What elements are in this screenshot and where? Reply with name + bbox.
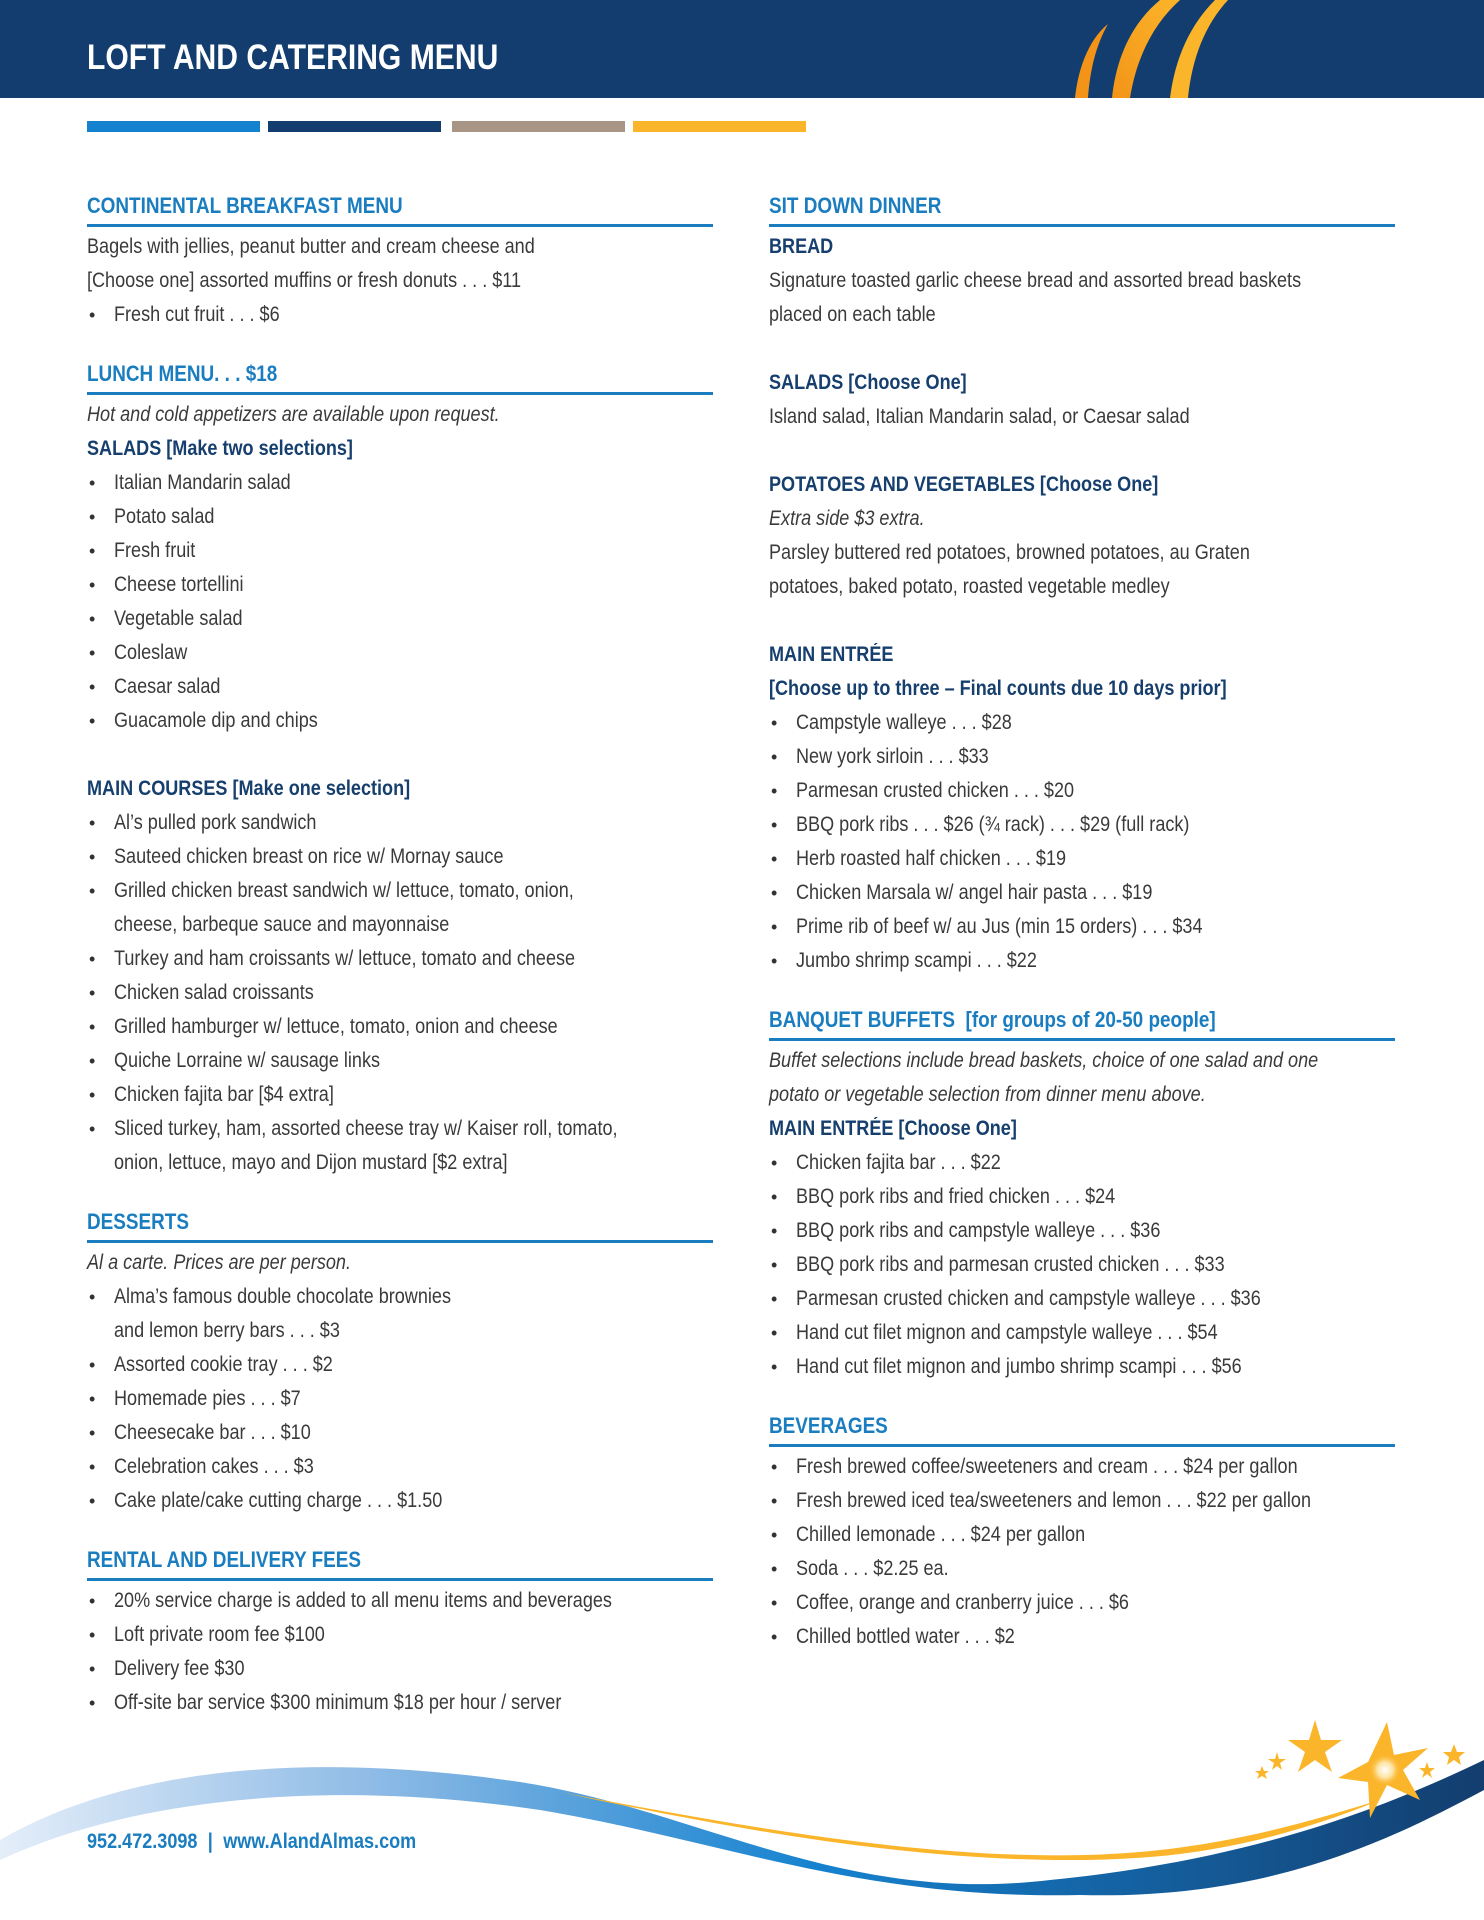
list-item-text: BBQ pork ribs and fried chicken . . . $24 bbox=[796, 1185, 1116, 1208]
list-item-text: and lemon berry bars . . . $3 bbox=[114, 1319, 340, 1342]
menu-text: Parsley buttered red potatoes, browned potatoes, au Graten bbox=[769, 541, 1250, 564]
color-stripes bbox=[87, 121, 807, 132]
section-note: potato or vegetable selection from dinner menu above. bbox=[769, 1083, 1206, 1106]
list-item-text: cheese, barbeque sauce and mayonnaise bbox=[114, 913, 450, 936]
bullet-icon: • bbox=[89, 813, 96, 833]
section-divider bbox=[769, 1038, 1395, 1041]
bullet-icon: • bbox=[89, 643, 96, 663]
list-item-text: Hand cut filet mignon and campstyle walleye . . . $54 bbox=[796, 1321, 1218, 1344]
section-note: Extra side $3 extra. bbox=[769, 507, 925, 530]
list-item-text: Potato salad bbox=[114, 505, 215, 528]
list-item-text: Parmesan crusted chicken and campstyle walleye . . . $36 bbox=[796, 1287, 1261, 1310]
list-item bbox=[769, 842, 1395, 876]
section-title: LUNCH MENU. . . $18 bbox=[87, 361, 278, 386]
section-title: CONTINENTAL BREAKFAST MENU bbox=[87, 193, 403, 218]
bullet-icon: • bbox=[771, 1593, 778, 1613]
list-item-text: BBQ pork ribs . . . $26 (¾ rack) . . . $29 (full rack) bbox=[796, 813, 1190, 836]
list-item-text: Cake plate/cake cutting charge . . . $1.50 bbox=[114, 1489, 443, 1512]
page-title: LOFT AND CATERING MENU bbox=[87, 38, 499, 77]
beverages-list bbox=[769, 1450, 1395, 1654]
bullet-icon: • bbox=[89, 609, 96, 629]
list-item bbox=[87, 602, 713, 636]
list-item-text: Chicken Marsala w/ angel hair pasta . . . $19 bbox=[796, 881, 1153, 904]
star-icon bbox=[1443, 1744, 1465, 1765]
bullet-icon: • bbox=[771, 1289, 778, 1309]
bullet-icon: • bbox=[89, 541, 96, 561]
section-title: DESSERTS bbox=[87, 1209, 189, 1234]
list-item-text: Vegetable salad bbox=[114, 607, 243, 630]
list-item bbox=[87, 1416, 713, 1450]
header-banner bbox=[0, 0, 1484, 98]
stripe-taupe bbox=[452, 121, 625, 132]
list-item-text: Quiche Lorraine w/ sausage links bbox=[114, 1049, 381, 1072]
list-item bbox=[87, 1078, 713, 1112]
bullet-icon: • bbox=[89, 1693, 96, 1713]
section-divider bbox=[769, 1444, 1395, 1447]
section-title: RENTAL AND DELIVERY FEES bbox=[87, 1547, 362, 1572]
bullet-icon: • bbox=[771, 849, 778, 869]
bullet-icon: • bbox=[89, 1659, 96, 1679]
bullet-icon: • bbox=[89, 983, 96, 1003]
menu-text: Bagels with jellies, peanut butter and cream cheese and bbox=[87, 235, 535, 258]
bullet-icon: • bbox=[771, 1357, 778, 1377]
list-item bbox=[87, 704, 713, 738]
bullet-icon: • bbox=[771, 815, 778, 835]
list-item bbox=[769, 1350, 1395, 1384]
subsection-title: MAIN COURSES [Make one selection] bbox=[87, 777, 411, 800]
bullet-icon: • bbox=[89, 677, 96, 697]
list-item-text: New york sirloin . . . $33 bbox=[796, 745, 989, 768]
list-item bbox=[87, 636, 713, 670]
star-icon bbox=[1255, 1766, 1269, 1779]
list-item bbox=[87, 466, 713, 500]
bullet-icon: • bbox=[89, 1457, 96, 1477]
buffet-items-list bbox=[769, 1146, 1395, 1384]
list-item bbox=[87, 670, 713, 704]
bullet-icon: • bbox=[89, 1017, 96, 1037]
list-item bbox=[769, 1180, 1395, 1214]
list-item bbox=[769, 706, 1395, 740]
list-item bbox=[769, 1282, 1395, 1316]
list-item-text: Campstyle walleye . . . $28 bbox=[796, 711, 1012, 734]
bullet-icon: • bbox=[89, 881, 96, 901]
list-item-text: Sliced turkey, ham, assorted cheese tray w/ Kaiser roll, tomato, bbox=[114, 1117, 618, 1140]
left-column bbox=[87, 192, 713, 1748]
star-icon bbox=[1268, 1752, 1286, 1770]
list-item-text: Chicken fajita bar . . . $22 bbox=[796, 1151, 1001, 1174]
continental-breakfast-section bbox=[87, 192, 713, 332]
bullet-icon: • bbox=[771, 1457, 778, 1477]
menu-text: potatoes, baked potato, roasted vegetable medley bbox=[769, 575, 1170, 598]
dinner-entrees-list bbox=[769, 706, 1395, 978]
list-item bbox=[769, 1620, 1395, 1654]
subsection-title: POTATOES AND VEGETABLES [Choose One] bbox=[769, 473, 1159, 496]
desserts-list bbox=[87, 1280, 713, 1518]
list-item bbox=[769, 1484, 1395, 1518]
list-item bbox=[769, 1146, 1395, 1180]
phone-number[interactable]: 952.472.3098 bbox=[87, 1830, 198, 1853]
bullet-icon: • bbox=[771, 1153, 778, 1173]
list-item bbox=[87, 568, 713, 602]
list-item-text: Grilled hamburger w/ lettuce, tomato, onion and cheese bbox=[114, 1015, 558, 1038]
star-icon bbox=[1288, 1720, 1342, 1772]
list-item-text: Coffee, orange and cranberry juice . . . $6 bbox=[796, 1591, 1129, 1614]
footer-contact bbox=[87, 1829, 416, 1855]
list-item-text: Italian Mandarin salad bbox=[114, 471, 291, 494]
bullet-icon: • bbox=[89, 1119, 96, 1139]
bullet-icon: • bbox=[89, 711, 96, 731]
list-item: • Fresh cut fruit . . . $6 bbox=[87, 298, 713, 332]
list-item-text: onion, lettuce, mayo and Dijon mustard [$2 extra] bbox=[114, 1151, 508, 1174]
list-item-text: Chilled bottled water . . . $2 bbox=[796, 1625, 1015, 1648]
list-item-text: Grilled chicken breast sandwich w/ lettuce, tomato, onion, bbox=[114, 879, 574, 902]
bullet-icon: • bbox=[771, 1255, 778, 1275]
bullet-icon: • bbox=[89, 1625, 96, 1645]
list-item bbox=[87, 1010, 713, 1044]
bullet-icon: • bbox=[89, 1287, 96, 1307]
list-item-text: BBQ pork ribs and campstyle walleye . . . $36 bbox=[796, 1219, 1161, 1242]
continental-items bbox=[87, 298, 713, 332]
bullet-icon: • bbox=[89, 1051, 96, 1071]
bullet-icon: • bbox=[771, 1559, 778, 1579]
list-item-text: Hand cut filet mignon and jumbo shrimp scampi . . . $56 bbox=[796, 1355, 1242, 1378]
list-item-text: Assorted cookie tray . . . $2 bbox=[114, 1353, 333, 1376]
list-item-text: Delivery fee $30 bbox=[114, 1657, 245, 1680]
swoosh-icon bbox=[1030, 0, 1250, 98]
list-item bbox=[87, 1652, 713, 1686]
list-item bbox=[769, 910, 1395, 944]
section-divider bbox=[87, 1578, 713, 1581]
list-item-text: Coleslaw bbox=[114, 641, 188, 664]
list-item bbox=[769, 944, 1395, 978]
rental-fees-section bbox=[87, 1546, 713, 1720]
bullet-icon: • bbox=[771, 1187, 778, 1207]
bullet-icon: • bbox=[89, 305, 96, 325]
list-item-text: Fresh brewed iced tea/sweeteners and lemon . . . $22 per gallon bbox=[796, 1489, 1312, 1512]
list-item bbox=[87, 1382, 713, 1416]
section-divider bbox=[87, 392, 713, 395]
list-item bbox=[769, 1450, 1395, 1484]
list-item-text: Chicken fajita bar [$4 extra] bbox=[114, 1083, 334, 1106]
footer-wave-graphic bbox=[0, 1700, 1484, 1920]
list-item-text: Chilled lemonade . . . $24 per gallon bbox=[796, 1523, 1086, 1546]
list-item bbox=[769, 808, 1395, 842]
list-item bbox=[87, 806, 713, 840]
subsection-title: MAIN ENTRÉE bbox=[769, 643, 894, 666]
bullet-icon: • bbox=[771, 1525, 778, 1545]
sit-down-dinner-section bbox=[769, 192, 1395, 978]
bullet-icon: • bbox=[89, 1491, 96, 1511]
list-item-text: Cheesecake bar . . . $10 bbox=[114, 1421, 311, 1444]
list-item-text: Herb roasted half chicken . . . $19 bbox=[796, 847, 1067, 870]
list-item bbox=[769, 1518, 1395, 1552]
list-item-text: Fresh fruit bbox=[114, 539, 196, 562]
list-item bbox=[87, 1450, 713, 1484]
section-note: Hot and cold appetizers are available upon request. bbox=[87, 403, 500, 426]
list-item-text: 20% service charge is added to all menu items and beverages bbox=[114, 1589, 612, 1612]
section-divider bbox=[87, 224, 713, 227]
footer-separator: | bbox=[207, 1830, 213, 1853]
section-title: BANQUET BUFFETS [for groups of 20-50 people] bbox=[769, 1007, 1216, 1032]
bullet-icon: • bbox=[771, 781, 778, 801]
list-item bbox=[87, 1044, 713, 1078]
list-item-text: Cheese tortellini bbox=[114, 573, 244, 596]
list-item bbox=[87, 874, 713, 942]
banquet-buffets-section bbox=[769, 1006, 1395, 1384]
section-divider bbox=[769, 224, 1395, 227]
bullet-icon: • bbox=[89, 1085, 96, 1105]
lunch-salads-list bbox=[87, 466, 713, 738]
list-item bbox=[87, 1348, 713, 1382]
list-item-text: Al’s pulled pork sandwich bbox=[114, 811, 317, 834]
menu-text: Island salad, Italian Mandarin salad, or Caesar salad bbox=[769, 405, 1190, 428]
desserts-section bbox=[87, 1208, 713, 1518]
list-item-text: Celebration cakes . . . $3 bbox=[114, 1455, 314, 1478]
list-item-text: Homemade pies . . . $7 bbox=[114, 1387, 301, 1410]
list-item-text: Jumbo shrimp scampi . . . $22 bbox=[796, 949, 1037, 972]
list-item bbox=[769, 876, 1395, 910]
bullet-icon: • bbox=[89, 1355, 96, 1375]
lunch-mains-list bbox=[87, 806, 713, 1180]
bullet-icon: • bbox=[771, 883, 778, 903]
list-item bbox=[769, 740, 1395, 774]
list-item-text: Parmesan crusted chicken . . . $20 bbox=[796, 779, 1075, 802]
list-item-text: Guacamole dip and chips bbox=[114, 709, 318, 732]
list-item bbox=[87, 1484, 713, 1518]
list-item-text: Prime rib of beef w/ au Jus (min 15 orders) . . . $34 bbox=[796, 915, 1203, 938]
list-item-text: Loft private room fee $100 bbox=[114, 1623, 325, 1646]
list-item bbox=[87, 1280, 713, 1348]
list-item-text: Fresh brewed coffee/sweeteners and cream . . . $24 per gallon bbox=[796, 1455, 1298, 1478]
section-note: Buffet selections include bread baskets, choice of one salad and one bbox=[769, 1049, 1319, 1072]
bullet-icon: • bbox=[771, 917, 778, 937]
right-column bbox=[769, 192, 1395, 1682]
stripe-blue bbox=[87, 121, 260, 132]
menu-text: Signature toasted garlic cheese bread and assorted bread baskets bbox=[769, 269, 1302, 292]
list-item bbox=[87, 1618, 713, 1652]
list-item bbox=[87, 1584, 713, 1618]
bullet-icon: • bbox=[771, 951, 778, 971]
section-title: SIT DOWN DINNER bbox=[769, 193, 942, 218]
list-item bbox=[87, 942, 713, 976]
list-item-text: BBQ pork ribs and parmesan crusted chicken . . . $33 bbox=[796, 1253, 1225, 1276]
subsection-title: SALADS [Make two selections] bbox=[87, 437, 353, 460]
bullet-icon: • bbox=[89, 575, 96, 595]
list-item bbox=[769, 1552, 1395, 1586]
list-item-text: Alma’s famous double chocolate brownies bbox=[114, 1285, 451, 1308]
subsection-title: SALADS [Choose One] bbox=[769, 371, 967, 394]
section-note: Al a carte. Prices are per person. bbox=[87, 1251, 352, 1274]
list-item-text: Caesar salad bbox=[114, 675, 221, 698]
list-item-text: Soda . . . $2.25 ea. bbox=[796, 1557, 949, 1580]
list-item-text: Turkey and ham croissants w/ lettuce, tomato and cheese bbox=[114, 947, 576, 970]
bullet-icon: • bbox=[89, 949, 96, 969]
list-item bbox=[87, 534, 713, 568]
stripe-gold bbox=[633, 121, 806, 132]
list-item bbox=[769, 1214, 1395, 1248]
list-item bbox=[769, 1316, 1395, 1350]
website-link[interactable]: www.AlandAlmas.com bbox=[223, 1830, 417, 1853]
list-item bbox=[87, 976, 713, 1010]
menu-text: placed on each table bbox=[769, 303, 936, 326]
menu-text: [Choose one] assorted muffins or fresh donuts . . . $11 bbox=[87, 269, 522, 292]
lunch-menu-section bbox=[87, 360, 713, 1180]
bullet-icon: • bbox=[771, 1221, 778, 1241]
bullet-icon: • bbox=[771, 713, 778, 733]
bullet-icon: • bbox=[771, 1323, 778, 1343]
bullet-icon: • bbox=[771, 1491, 778, 1511]
bullet-icon: • bbox=[89, 507, 96, 527]
subsection-subtitle: [Choose up to three – Final counts due 10 days prior] bbox=[769, 677, 1227, 700]
section-title: BEVERAGES bbox=[769, 1413, 888, 1438]
bullet-icon: • bbox=[771, 747, 778, 767]
subsection-title: BREAD bbox=[769, 235, 834, 258]
bullet-icon: • bbox=[89, 847, 96, 867]
subsection-title: MAIN ENTRÉE [Choose One] bbox=[769, 1117, 1017, 1140]
bullet-icon: • bbox=[89, 1423, 96, 1443]
section-divider bbox=[87, 1240, 713, 1243]
list-item bbox=[87, 1112, 713, 1180]
list-item-text: Sauteed chicken breast on rice w/ Mornay sauce bbox=[114, 845, 504, 868]
bullet-icon: • bbox=[89, 1389, 96, 1409]
bullet-icon: • bbox=[771, 1627, 778, 1647]
list-item bbox=[769, 774, 1395, 808]
star-icon bbox=[1419, 1762, 1435, 1778]
beverages-section bbox=[769, 1412, 1395, 1654]
list-item bbox=[87, 500, 713, 534]
bullet-icon: • bbox=[89, 1591, 96, 1611]
list-item bbox=[769, 1586, 1395, 1620]
list-item-text: Chicken salad croissants bbox=[114, 981, 314, 1004]
list-item bbox=[87, 840, 713, 874]
stripe-navy bbox=[268, 121, 441, 132]
bullet-icon: • bbox=[89, 473, 96, 493]
list-item bbox=[769, 1248, 1395, 1282]
list-item-text: Off-site bar service $300 minimum $18 per hour / server bbox=[114, 1691, 562, 1714]
